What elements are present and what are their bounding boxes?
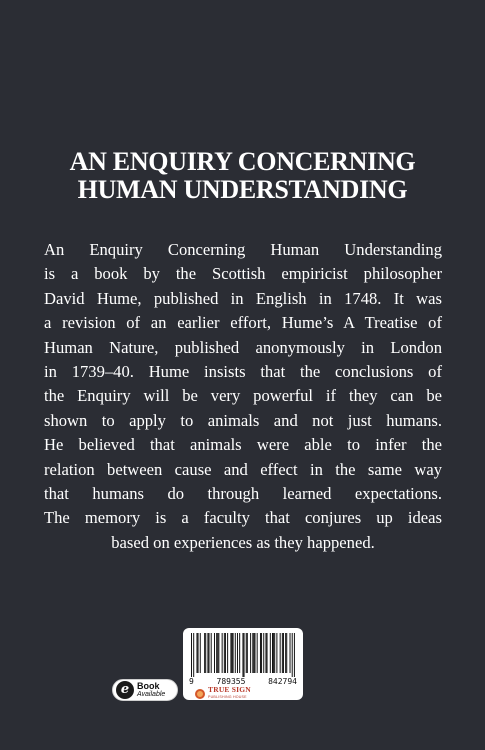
barcode-bar	[272, 633, 273, 673]
barcode-bar	[209, 633, 210, 673]
barcode-bar	[274, 633, 275, 673]
barcode-bar	[244, 633, 245, 677]
barcode-bar	[232, 633, 233, 673]
description-line: An Enquiry Concerning Human Understanding	[44, 240, 442, 259]
description-line: the Enquiry will be very powerful if they can be	[44, 386, 442, 406]
barcode-bar	[225, 633, 226, 673]
description-line: a revision of an earlier effort, Hume’s A Treatise of	[44, 313, 442, 333]
barcode-bar	[257, 633, 258, 673]
ebook-e-icon: e	[116, 681, 134, 699]
barcode-bar	[207, 633, 208, 673]
barcode-bar	[283, 633, 284, 673]
barcode-bar	[265, 633, 266, 673]
ebook-badge-text	[137, 682, 165, 699]
barcode-bar	[237, 633, 238, 673]
barcode-bar	[218, 633, 219, 673]
description-line: relation between cause and effect in the same way	[44, 459, 442, 479]
ebook-available-badge	[112, 679, 178, 701]
barcode-bar	[280, 633, 281, 673]
publisher-logo	[195, 685, 251, 699]
barcode-bar	[235, 633, 236, 673]
barcode-bar	[216, 633, 217, 673]
barcode-bar	[222, 633, 223, 673]
isbn-digit-group: 842794	[268, 677, 297, 686]
book-description	[44, 238, 442, 555]
barcode-bar	[253, 633, 254, 673]
isbn-barcode-panel	[183, 628, 303, 700]
barcode-bar	[224, 633, 225, 673]
barcode-bar	[230, 633, 231, 673]
barcode-bar	[290, 633, 291, 673]
description-line: shown to apply to animals and not just humans.	[44, 410, 442, 430]
barcode-bar	[246, 633, 247, 673]
barcode-bar	[282, 633, 283, 673]
barcode-bar	[242, 633, 243, 677]
isbn-barcode	[191, 633, 295, 677]
book-title-line-2: HUMAN UNDERSTANDING	[77, 175, 408, 204]
barcode-bar	[217, 633, 218, 673]
description-line: The memory is a faculty that conjures up ideas	[44, 508, 442, 528]
barcode-bar	[214, 633, 215, 673]
barcode-bar	[294, 633, 295, 677]
book-title-line-1: AN ENQUIRY CONCERNING	[69, 147, 416, 176]
barcode-bar	[227, 633, 228, 673]
barcode-bar	[200, 633, 201, 673]
barcode-bar	[239, 633, 240, 673]
description-line: based on experiences as they happened.	[111, 532, 375, 552]
barcode-bar	[196, 633, 197, 673]
barcode-bar	[273, 633, 274, 673]
publisher-emblem-icon	[195, 689, 205, 699]
barcode-bar	[193, 633, 194, 677]
barcode-bar	[250, 633, 251, 673]
barcode-bar	[247, 633, 248, 673]
barcode-bar	[204, 633, 205, 673]
barcode-bar	[191, 633, 192, 677]
barcode-bar	[263, 633, 264, 673]
isbn-digit-group: 789355	[216, 677, 246, 686]
ebook-badge-book: Book	[137, 681, 160, 691]
book-title	[0, 148, 485, 204]
barcode-bar	[292, 633, 293, 677]
barcode-bar	[211, 633, 212, 673]
description-line: that humans do through learned expectations.	[44, 483, 442, 503]
isbn-digit-group: 9	[189, 677, 194, 686]
description-line: is a book by the Scottish empiricist philosopher	[44, 264, 442, 284]
barcode-bar	[198, 633, 199, 673]
barcode-bar	[267, 633, 268, 673]
publisher-name: TRUE SIGN	[208, 685, 251, 694]
barcode-bar	[286, 633, 287, 673]
description-line: Human Nature, published anonymously in London	[44, 337, 442, 357]
barcode-bar	[270, 633, 271, 673]
barcode-bar	[276, 633, 277, 673]
description-line: He believed that animals were able to infer the	[44, 435, 442, 455]
barcode-bar	[254, 633, 255, 673]
ebook-badge-available: Available	[137, 691, 166, 698]
publisher-subtitle: PUBLISHING HOUSE	[208, 695, 247, 699]
description-line: David Hume, published in English in 1748. It was	[44, 288, 442, 308]
barcode-bar	[261, 633, 262, 673]
barcode-bar	[233, 633, 234, 673]
barcode-bar	[252, 633, 253, 673]
barcode-bar	[205, 633, 206, 673]
barcode-bar	[285, 633, 286, 673]
barcode-bar	[260, 633, 261, 673]
description-line: in 1739–40. Hume insists that the conclusions of	[44, 361, 442, 381]
